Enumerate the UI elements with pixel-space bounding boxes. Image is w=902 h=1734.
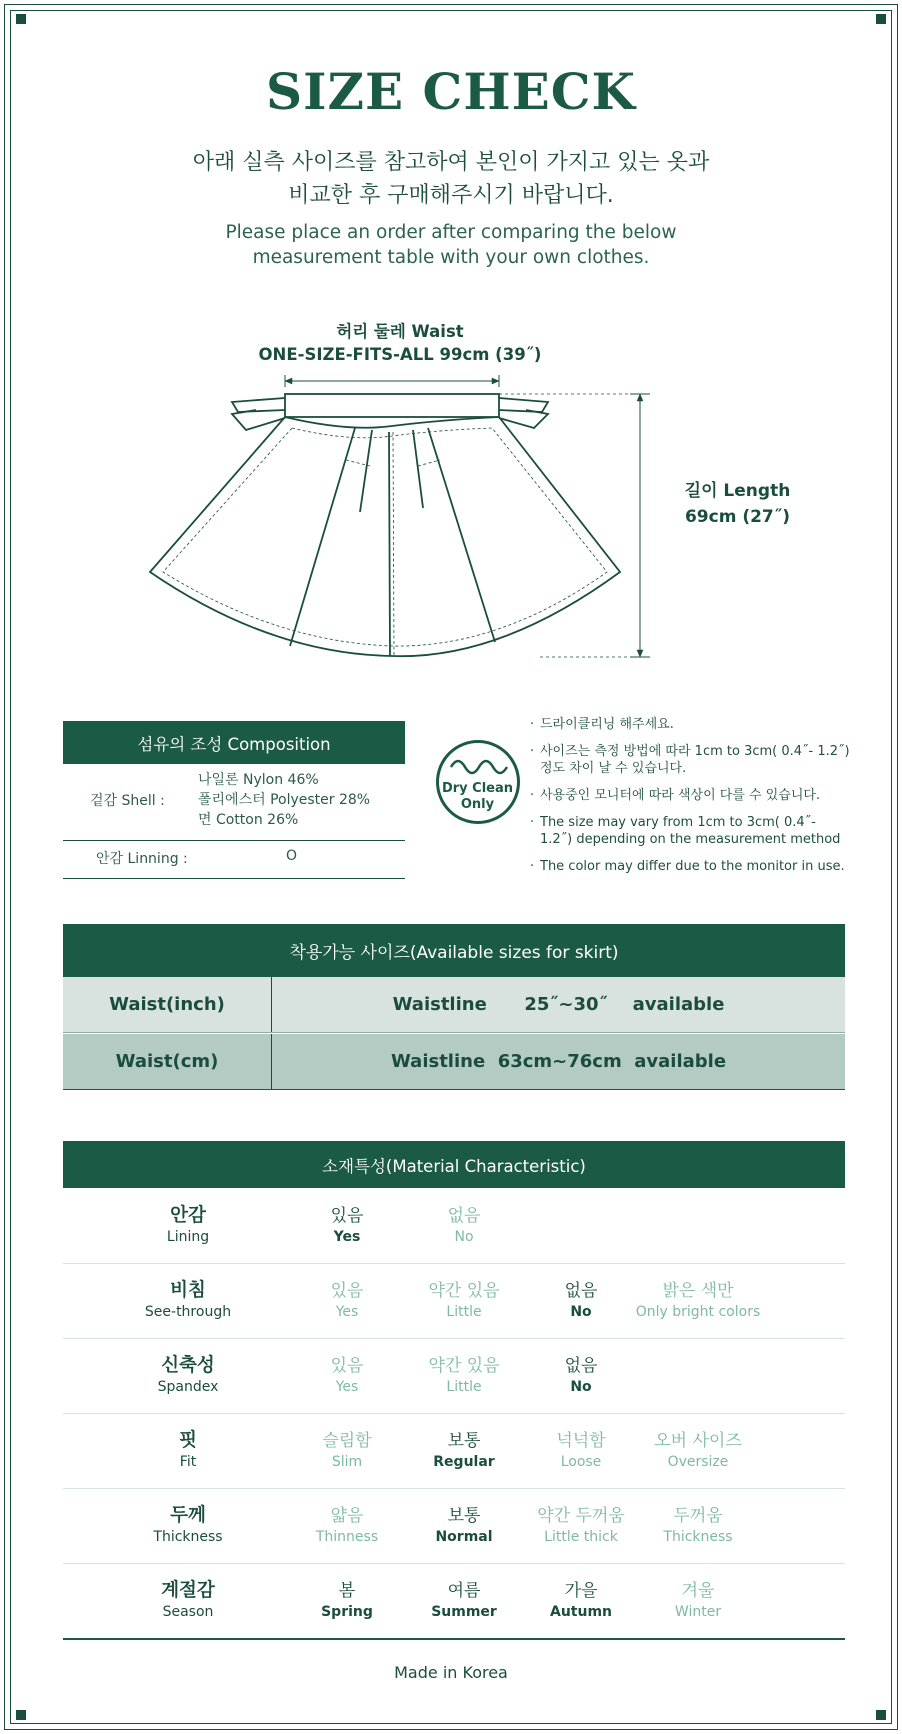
material-option bbox=[399, 1489, 529, 1563]
material-row bbox=[63, 1189, 845, 1263]
care-note: · 드라이클리닝 해주세요. bbox=[528, 716, 850, 733]
option-ko: 있음 bbox=[330, 1206, 364, 1226]
material-option bbox=[633, 1264, 763, 1338]
option-ko: 밝은 색만 bbox=[662, 1281, 734, 1301]
material-option bbox=[282, 1339, 412, 1413]
sizes-header: 착용가능 사이즈(Available sizes for skirt) bbox=[63, 924, 845, 977]
option-ko: 넉넉함 bbox=[556, 1431, 606, 1451]
material-option bbox=[516, 1489, 646, 1563]
material-option bbox=[399, 1189, 529, 1263]
option-en: Regular bbox=[433, 1454, 495, 1470]
shell-list bbox=[198, 770, 370, 830]
corner-mark bbox=[876, 1710, 886, 1720]
material-option bbox=[282, 1564, 412, 1638]
option-ko: 여름 bbox=[447, 1581, 481, 1601]
option-en: Yes bbox=[333, 1229, 361, 1245]
material-category bbox=[118, 1339, 258, 1413]
option-en: No bbox=[570, 1304, 592, 1320]
care-notes bbox=[528, 716, 850, 885]
category-ko: 핏 bbox=[179, 1430, 197, 1451]
wave-icon bbox=[439, 743, 516, 783]
care-note: · The size may vary from 1cm to 3cm( 0.4˝- 1.2˝) depending on the measurement method bbox=[528, 814, 850, 848]
badge-line: Dry Clean bbox=[441, 781, 514, 796]
lining-value: O bbox=[286, 848, 298, 864]
material-option bbox=[282, 1489, 412, 1563]
category-en: Thickness bbox=[153, 1529, 223, 1545]
option-en: Yes bbox=[335, 1304, 359, 1320]
category-ko: 계절감 bbox=[161, 1580, 215, 1601]
size-label: Waist(inch) bbox=[63, 977, 272, 1032]
composition-header: 섬유의 조성 Composition bbox=[63, 721, 405, 764]
material-option bbox=[282, 1264, 412, 1338]
option-en: Thickness bbox=[663, 1529, 733, 1545]
option-en: Autumn bbox=[549, 1604, 612, 1620]
material-option bbox=[282, 1189, 412, 1263]
option-en: Yes bbox=[335, 1379, 359, 1395]
material-option bbox=[282, 1414, 412, 1488]
option-en: Normal bbox=[435, 1529, 493, 1545]
material-category bbox=[118, 1414, 258, 1488]
option-en: No bbox=[570, 1379, 592, 1395]
option-en: Thinness bbox=[315, 1529, 379, 1545]
intro-korean-line: 아래 실측 사이즈를 참고하여 본인이 가지고 있는 옷과 bbox=[192, 150, 710, 175]
material-row bbox=[63, 1414, 845, 1488]
dry-clean-badge bbox=[436, 740, 520, 824]
option-ko: 슬림함 bbox=[322, 1431, 372, 1451]
material-option bbox=[633, 1489, 763, 1563]
option-en: Little bbox=[446, 1379, 482, 1395]
option-ko: 보통 bbox=[447, 1506, 481, 1526]
category-ko: 신축성 bbox=[161, 1355, 215, 1376]
option-ko: 없음 bbox=[564, 1281, 598, 1301]
size-label: Waist(cm) bbox=[63, 1034, 272, 1089]
category-en: Season bbox=[162, 1604, 214, 1620]
intro-english-line: measurement table with your own clothes. bbox=[252, 247, 650, 268]
size-value: Waistline 63cm~76cm available bbox=[390, 1051, 727, 1072]
care-note: · 사용중인 모니터에 따라 색상이 다를 수 있습니다. bbox=[528, 787, 850, 804]
material-option bbox=[516, 1339, 646, 1413]
length-title: 길이 Length bbox=[684, 481, 791, 501]
shell-item: 나일론 Nylon 46% bbox=[198, 772, 319, 788]
option-ko: 봄 bbox=[338, 1581, 356, 1601]
category-en: Fit bbox=[179, 1454, 197, 1470]
category-en: Spandex bbox=[157, 1379, 219, 1395]
option-en: Little bbox=[446, 1304, 482, 1320]
option-ko: 두꺼움 bbox=[673, 1506, 723, 1526]
option-en: Slim bbox=[331, 1454, 363, 1470]
material-row bbox=[63, 1264, 845, 1338]
option-ko: 약간 있음 bbox=[428, 1356, 500, 1376]
option-en: Spring bbox=[321, 1604, 373, 1620]
option-ko: 약간 있음 bbox=[428, 1281, 500, 1301]
option-en: No bbox=[454, 1229, 474, 1245]
shell-label: 겉감 Shell : bbox=[90, 793, 165, 809]
option-ko: 가을 bbox=[564, 1581, 598, 1601]
material-row bbox=[63, 1339, 845, 1413]
page-title: SIZE CHECK bbox=[266, 62, 636, 121]
length-value: 69cm (27˝) bbox=[684, 507, 791, 527]
option-en: Oversize bbox=[667, 1454, 729, 1470]
divider bbox=[63, 840, 405, 841]
material-option bbox=[399, 1264, 529, 1338]
material-row bbox=[63, 1489, 845, 1563]
option-ko: 오버 사이즈 bbox=[654, 1431, 742, 1451]
care-note: · The color may differ due to the monitor in use. bbox=[528, 858, 850, 875]
material-category bbox=[118, 1564, 258, 1638]
option-ko: 없음 bbox=[564, 1356, 598, 1376]
material-category bbox=[118, 1189, 258, 1263]
size-row bbox=[63, 1034, 845, 1090]
lining-label: 안감 Linning : bbox=[96, 851, 188, 867]
option-en: Loose bbox=[560, 1454, 602, 1470]
category-en: Lining bbox=[166, 1229, 210, 1245]
length-measurement bbox=[670, 478, 805, 530]
material-option bbox=[633, 1564, 763, 1638]
material-option bbox=[399, 1564, 529, 1638]
option-ko: 보통 bbox=[447, 1431, 481, 1451]
option-en: Only bright colors bbox=[635, 1304, 761, 1320]
made-in-label: Made in Korea bbox=[394, 1663, 508, 1682]
intro-english-line: Please place an order after comparing the below bbox=[225, 222, 677, 243]
dry-clean-text bbox=[439, 781, 516, 813]
shell-item: 면 Cotton 26% bbox=[198, 812, 299, 828]
intro-korean-line: 비교한 후 구매해주시기 바랍니다. bbox=[288, 183, 614, 208]
divider bbox=[63, 1638, 845, 1640]
option-en: Little thick bbox=[544, 1529, 618, 1545]
option-ko: 있음 bbox=[330, 1281, 364, 1301]
material-option bbox=[399, 1414, 529, 1488]
divider bbox=[63, 878, 405, 879]
size-row bbox=[63, 977, 845, 1033]
category-en: See-through bbox=[144, 1304, 232, 1320]
category-ko: 안감 bbox=[170, 1205, 206, 1226]
size-value: Waistline 25˝~30˝ available bbox=[392, 994, 725, 1015]
material-option bbox=[516, 1564, 646, 1638]
material-header: 소재특성(Material Characteristic) bbox=[63, 1141, 845, 1188]
material-option bbox=[516, 1264, 646, 1338]
material-row bbox=[63, 1564, 845, 1638]
waist-value: ONE-SIZE-FITS-ALL 99cm (39˝) bbox=[258, 345, 542, 364]
material-option bbox=[516, 1414, 646, 1488]
option-ko: 얇음 bbox=[330, 1506, 364, 1526]
option-ko: 없음 bbox=[447, 1206, 481, 1226]
category-ko: 비침 bbox=[170, 1280, 206, 1301]
option-ko: 있음 bbox=[330, 1356, 364, 1376]
material-category bbox=[118, 1264, 258, 1338]
badge-line: Only bbox=[460, 797, 495, 812]
category-ko: 두께 bbox=[170, 1505, 206, 1526]
shell-item: 폴리에스터 Polyester 28% bbox=[198, 792, 371, 808]
material-option bbox=[399, 1339, 529, 1413]
option-en: Summer bbox=[431, 1604, 497, 1620]
corner-mark bbox=[16, 1710, 26, 1720]
material-option bbox=[633, 1414, 763, 1488]
option-en: Winter bbox=[674, 1604, 722, 1620]
skirt-diagram bbox=[0, 0, 902, 680]
material-category bbox=[118, 1489, 258, 1563]
care-note: · 사이즈는 측정 방법에 따라 1cm to 3cm( 0.4˝- 1.2˝) 정도 차이 날 수 있습니다. bbox=[528, 743, 850, 777]
waist-title: 허리 둘레 Waist bbox=[336, 322, 464, 341]
option-ko: 약간 두꺼움 bbox=[537, 1506, 625, 1526]
option-ko: 겨울 bbox=[681, 1581, 715, 1601]
